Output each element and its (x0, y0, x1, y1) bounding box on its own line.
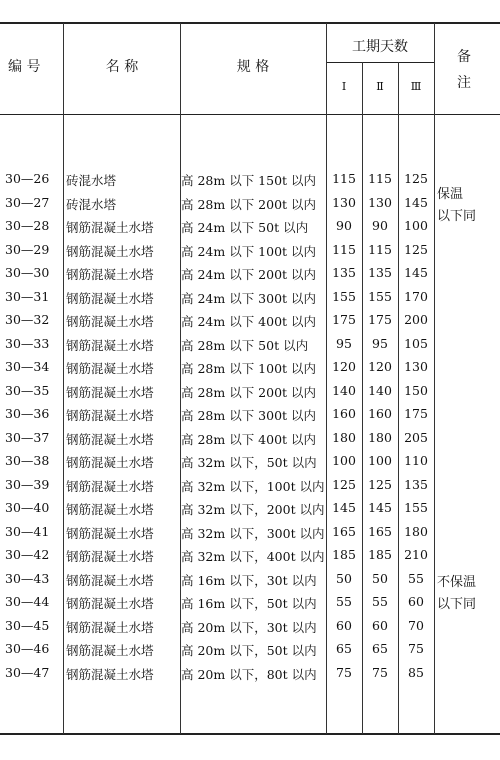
cell-v1: 115 (332, 171, 356, 186)
remark-insulated-line2: 以下同 (437, 209, 477, 224)
table-row (0, 497, 500, 520)
cell-code: 30—44 (5, 594, 50, 609)
cell-v3: 110 (404, 453, 428, 468)
cell-spec: 高 24m 以下 50t 以内 (181, 220, 309, 235)
table-top-rule (0, 22, 500, 24)
cell-code: 30—29 (5, 241, 50, 257)
cell-code: 30—41 (5, 523, 50, 539)
cell-v3: 205 (404, 429, 428, 445)
cell-v2: 165 (368, 523, 392, 539)
cell-spec: 高 28m 以下 50t 以内 (181, 337, 309, 353)
cell-spec: 高 24m 以下 400t 以内 (181, 314, 317, 329)
header-bottom-rule (0, 114, 500, 115)
cell-v1: 75 (336, 664, 352, 680)
cell-v1: 145 (332, 500, 356, 515)
table-row (0, 474, 500, 497)
cell-name: 砖混水塔 (66, 196, 117, 212)
cell-v1: 55 (336, 594, 352, 609)
cell-code: 30—31 (5, 288, 50, 304)
cell-v3: 130 (404, 359, 428, 374)
cell-v3: 200 (404, 312, 428, 327)
table-row (0, 427, 500, 450)
cell-v2: 60 (372, 617, 388, 633)
cell-v3: 135 (404, 476, 428, 492)
cell-spec: 高 28m 以下 150t 以内 (181, 173, 317, 188)
cell-v3: 60 (408, 594, 424, 609)
cell-v1: 120 (332, 359, 356, 374)
cell-spec: 高 28m 以下 400t 以内 (181, 431, 317, 447)
table-row (0, 356, 500, 379)
cell-v3: 175 (404, 406, 428, 421)
cell-name: 钢筋混凝土水塔 (66, 643, 154, 658)
cell-code: 30—28 (5, 218, 50, 233)
cell-v3: 210 (404, 547, 428, 562)
cell-v1: 135 (332, 265, 356, 280)
cell-name: 钢筋混凝土水塔 (66, 455, 154, 470)
cell-v2: 65 (372, 641, 388, 656)
cell-spec: 高 24m 以下 200t 以内 (181, 267, 317, 282)
cell-name: 钢筋混凝土水塔 (66, 549, 154, 564)
cell-v3: 155 (404, 500, 428, 515)
table-row (0, 568, 500, 591)
remark-uninsulated-line1: 不保温 (437, 575, 477, 590)
cell-v3: 125 (404, 241, 428, 257)
cell-code: 30—45 (5, 617, 50, 633)
cell-v3: 170 (404, 288, 428, 304)
cell-name: 钢筋混凝土水塔 (66, 314, 154, 329)
cell-v1: 90 (336, 218, 352, 233)
cell-v1: 60 (336, 617, 352, 633)
cell-code: 30—32 (5, 312, 50, 327)
header-sub-2: Ⅱ (376, 80, 384, 93)
cell-v2: 120 (368, 359, 392, 374)
cell-v2: 50 (372, 570, 388, 586)
cell-name: 钢筋混凝土水塔 (66, 596, 154, 611)
cell-spec: 高 16m 以下，30t 以内 (181, 572, 317, 588)
table-row (0, 192, 500, 215)
cell-v3: 125 (404, 171, 428, 186)
cell-v2: 135 (368, 265, 392, 280)
cell-v1: 140 (332, 382, 356, 398)
cell-code: 30—40 (5, 500, 50, 515)
cell-v1: 165 (332, 523, 356, 539)
cell-v3: 145 (404, 194, 428, 210)
cell-name: 钢筋混凝土水塔 (66, 337, 154, 353)
cell-name: 钢筋混凝土水塔 (66, 478, 154, 494)
cell-v2: 130 (368, 194, 392, 210)
cell-name: 钢筋混凝土水塔 (66, 666, 154, 682)
cell-name: 砖混水塔 (66, 173, 117, 188)
cell-v1: 185 (332, 547, 356, 562)
remark-insulated (437, 184, 476, 228)
table-row (0, 662, 500, 685)
cell-name: 钢筋混凝土水塔 (66, 502, 154, 517)
table-row (0, 215, 500, 238)
table-row (0, 521, 500, 544)
cell-spec: 高 32m 以下，200t 以内 (181, 502, 325, 517)
cell-spec: 高 32m 以下，300t 以内 (181, 525, 325, 541)
cell-v2: 115 (368, 171, 392, 186)
cell-spec: 高 24m 以下 100t 以内 (181, 243, 317, 259)
remark-uninsulated-line2: 以下同 (437, 597, 477, 612)
cell-v3: 145 (404, 265, 428, 280)
table-row (0, 309, 500, 332)
cell-v2: 125 (368, 476, 392, 492)
table-row (0, 403, 500, 426)
cell-spec: 高 32m 以下，400t 以内 (181, 549, 325, 564)
cell-spec: 高 28m 以下 200t 以内 (181, 196, 317, 212)
remark-insulated-line1: 保温 (437, 187, 464, 202)
cell-v3: 75 (408, 641, 424, 656)
remark-uninsulated (437, 572, 476, 616)
cell-code: 30—26 (5, 171, 50, 186)
cell-code: 30—42 (5, 547, 50, 562)
table-row (0, 615, 500, 638)
table-row (0, 450, 500, 473)
cell-name: 钢筋混凝土水塔 (66, 525, 154, 541)
cell-v1: 160 (332, 406, 356, 421)
cell-name: 钢筋混凝土水塔 (66, 220, 154, 235)
cell-v3: 100 (404, 218, 428, 233)
period-divider-rule (326, 62, 434, 63)
header-code: 编 号 (8, 59, 41, 75)
table-row (0, 591, 500, 614)
header-sub-1: Ⅰ (341, 80, 347, 93)
cell-name: 钢筋混凝土水塔 (66, 243, 154, 259)
table-row (0, 262, 500, 285)
cell-code: 30—39 (5, 476, 50, 492)
cell-v1: 95 (336, 335, 352, 351)
cell-v2: 90 (372, 218, 388, 233)
cell-v1: 100 (332, 453, 356, 468)
cell-spec: 高 32m 以下，100t 以内 (181, 478, 325, 494)
cell-spec: 高 16m 以下，50t 以内 (181, 596, 317, 611)
cell-v3: 180 (404, 523, 428, 539)
cell-name: 钢筋混凝土水塔 (66, 384, 154, 400)
cell-v3: 85 (408, 664, 424, 680)
cell-code: 30—27 (5, 194, 50, 210)
cell-spec: 高 24m 以下 300t 以内 (181, 290, 317, 306)
cell-name: 钢筋混凝土水塔 (66, 408, 154, 423)
cell-v2: 100 (368, 453, 392, 468)
header-name: 名 称 (105, 59, 139, 75)
cell-name: 钢筋混凝土水塔 (66, 361, 154, 376)
cell-v1: 180 (332, 429, 356, 445)
cell-v1: 155 (332, 288, 356, 304)
header-period: 工期天数 (352, 39, 408, 55)
cell-code: 30—36 (5, 406, 50, 421)
cell-v2: 95 (372, 335, 388, 351)
cell-v2: 55 (372, 594, 388, 609)
cell-name: 钢筋混凝土水塔 (66, 572, 154, 588)
cell-code: 30—35 (5, 382, 50, 398)
cell-v2: 160 (368, 406, 392, 421)
cell-code: 30—47 (5, 664, 50, 680)
cell-v2: 75 (372, 664, 388, 680)
cell-v2: 145 (368, 500, 392, 515)
table-row (0, 168, 500, 191)
cell-v2: 175 (368, 312, 392, 327)
cell-code: 30—37 (5, 429, 50, 445)
cell-spec: 高 32m 以下，50t 以内 (181, 455, 317, 470)
table-row (0, 544, 500, 567)
cell-v2: 115 (368, 241, 392, 257)
cell-v2: 180 (368, 429, 392, 445)
cell-code: 30—38 (5, 453, 50, 468)
cell-v1: 115 (332, 241, 356, 257)
cell-v3: 70 (408, 617, 424, 633)
header-remark: 备 注 (457, 49, 471, 91)
cell-name: 钢筋混凝土水塔 (66, 619, 154, 635)
cell-spec: 高 20m 以下，50t 以内 (181, 643, 317, 658)
table-row (0, 333, 500, 356)
header-spec: 规 格 (236, 59, 270, 75)
header-sub-3: Ⅲ (410, 80, 422, 93)
table-row (0, 638, 500, 661)
cell-v2: 185 (368, 547, 392, 562)
cell-spec: 高 28m 以下 200t 以内 (181, 384, 317, 400)
cell-v3: 150 (404, 382, 428, 398)
cell-spec: 高 28m 以下 100t 以内 (181, 361, 317, 376)
cell-spec: 高 20m 以下，80t 以内 (181, 666, 317, 682)
cell-v3: 105 (404, 335, 428, 351)
cell-code: 30—43 (5, 570, 50, 586)
cell-spec: 高 28m 以下 300t 以内 (181, 408, 317, 423)
cell-name: 钢筋混凝土水塔 (66, 267, 154, 282)
cell-v2: 155 (368, 288, 392, 304)
cell-name: 钢筋混凝土水塔 (66, 431, 154, 447)
cell-v1: 50 (336, 570, 352, 586)
table-row (0, 286, 500, 309)
table-row (0, 239, 500, 262)
cell-v1: 130 (332, 194, 356, 210)
cell-code: 30—33 (5, 335, 50, 351)
table-bottom-rule (0, 733, 500, 735)
table-row (0, 380, 500, 403)
cell-name: 钢筋混凝土水塔 (66, 290, 154, 306)
cell-spec: 高 20m 以下，30t 以内 (181, 619, 317, 635)
cell-v1: 65 (336, 641, 352, 656)
cell-code: 30—30 (5, 265, 50, 280)
cell-code: 30—34 (5, 359, 50, 374)
cell-v1: 175 (332, 312, 356, 327)
cell-v2: 140 (368, 382, 392, 398)
cell-code: 30—46 (5, 641, 50, 656)
cell-v1: 125 (332, 476, 356, 492)
cell-v3: 55 (408, 570, 424, 586)
